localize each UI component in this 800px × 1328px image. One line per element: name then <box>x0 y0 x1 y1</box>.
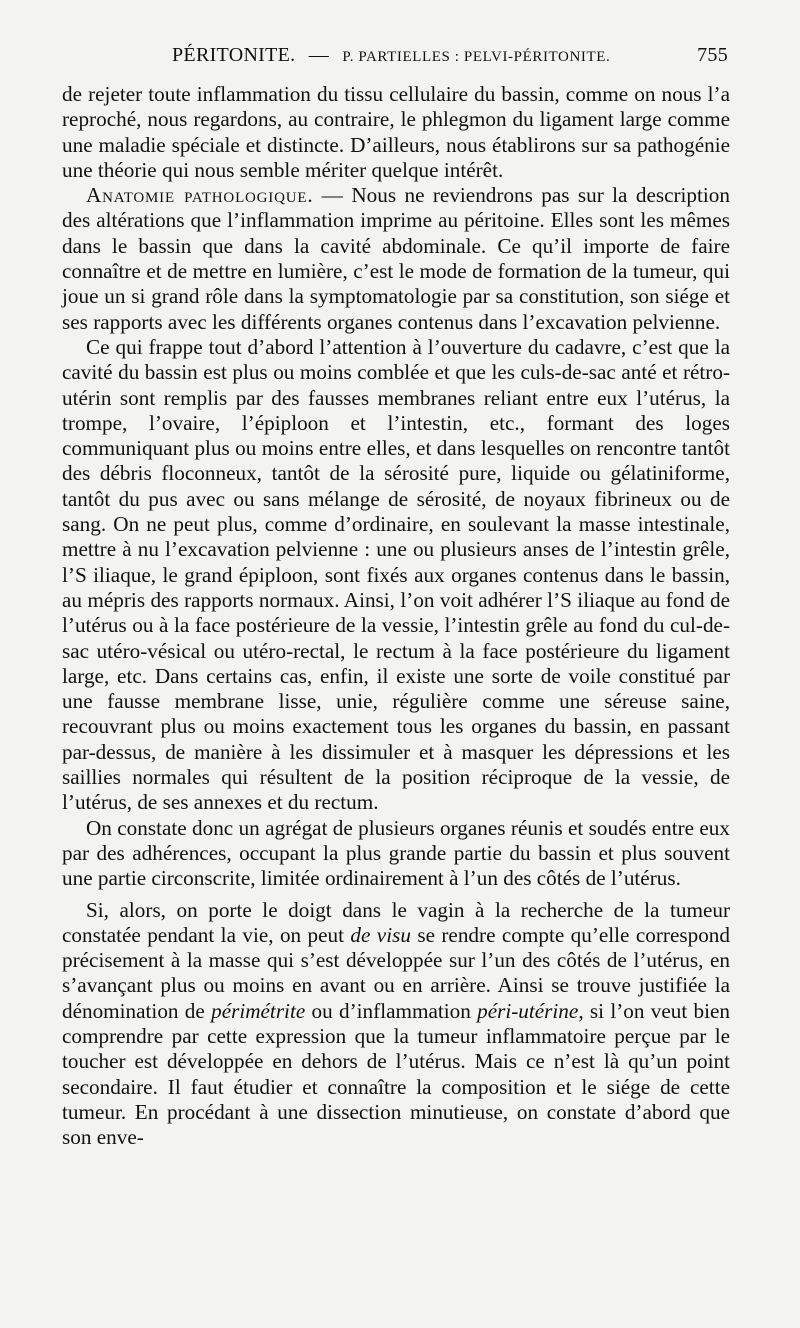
chapter-title: PÉRITONITE. <box>172 44 296 66</box>
paragraph-1: de rejeter toute inflammation du tissu cellulaire du bassin, comme on nous l’a reproché, nous regardons, au contraire, le phlegmon du ligament large comme une maladie spéciale et distincte. D’ailleurs, nous établirons sur sa pathogénie une théorie qui nous semble mériter quelque intérêt. <box>62 82 730 182</box>
paragraph-5-part-c: ou d’inflammation <box>305 998 478 1023</box>
italic-de-visu: de visu <box>350 922 411 947</box>
paragraph-4: On constate donc un agrégat de plusieurs organes réunis et soudés entre eux par des adhérences, occupant la plus grande partie du bassin et plus souvent une partie circonscrite, limitée ordinairement à l’un des côtés de l’utérus. <box>62 815 730 891</box>
paragraph-5 <box>62 898 730 1151</box>
header-dash: — <box>308 44 330 66</box>
section-subtitle: P. PARTIELLES : PELVI-PÉRITONITE. <box>342 49 611 65</box>
paragraph-3: Ce qui frappe tout d’abord l’attention à l’ouverture du cadavre, c’est que la cavité du bassin est plus ou moins comblée et que les culs-de-sac anté et rétro-utérin sont remplis par des fausses membranes reliant entre eux l’utérus, la trompe, l’ovaire, l’épiploon et l’intestin, etc., formant des loges communiquant plus ou moins entre elles, et dans lesquelles on rencontre tantôt des débris floconneux, tantôt de la sérosité pure, liquide ou gélatiniforme, tantôt du pus avec ou sans mélange de sérosité, de noyaux fibrineux ou de sang. On ne peut plus, comme d’ordinaire, en soulevant la masse intestinale, mettre à nu l’excavation pelvienne : une ou plusieurs anses de l’intestin grêle, l’S iliaque, le grand épiploon, sont fixés aux organes contenus dans le bassin, au mépris des rapports normaux. Ainsi, l’on voit adhérer l’S iliaque au fond de l’utérus ou à la face postérieure de la vessie, l’intestin grêle au fond du cul-de-sac utéro-vésical ou utéro-rectal, le rectum à la face postérieure du ligament large, etc. Dans certains cas, enfin, il existe une sorte de voile constitué par une fausse membrane lisse, unie, régulière comme une séreuse saine, recouvrant plus ou moins exactement tous les organes du bassin, en passant par-dessus, de manière à les dissimuler et à masquer les dépressions et les saillies normales qui résultent de la position réciproque de la vessie, de l’utérus, de ses annexes et du rectum. <box>62 334 730 815</box>
section-heading-anatomie: Anatomie pathologique. <box>86 183 314 208</box>
italic-perimetrite: périmétrite <box>211 998 306 1023</box>
paragraph-5-part-a: Si, alors, on porte le doigt dans le vagin à la recherche de la tumeur constatée pendant la vie, on peut <box>62 897 730 947</box>
book-page <box>62 0 732 1328</box>
paragraph-5-part-b: se rendre compte qu’elle correspond précisement à la masse qui s’est développée sur l’un des côtés de l’utérus, en s’avançant plus ou moins en avant ou en arrière. Ainsi se trouve justifiée la dénomination de <box>62 922 730 1023</box>
paragraph-5-part-d: , si l’on veut bien comprendre par cette expression que la tumeur inflammatoire perçue par le toucher est développée en dehors de l’utérus. Mais ce n’est là qu’un point secondaire. Il faut étudier et connaître la composition et le siége de cette tumeur. En procédant à une dissection minutieuse, on constate d’abord que son enve- <box>62 998 730 1150</box>
page-number: 755 <box>697 44 728 66</box>
paragraph-2-text: — Nous ne reviendrons pas sur la description des altérations que l’inflammation imprime au péritoine. Elles sont les mêmes dans le bassin que dans la cavité abdominale. Ce qu’il importe de faire connaître et de mettre en lumière, c’est le mode de formation de la tumeur, qui joue un si grand rôle dans la symptomatologie par sa constitution, son siége et ses rapports avec les différents organes contenus dans l’excavation pelvienne. <box>62 183 730 334</box>
italic-peri-uterine: péri-utérine <box>477 998 579 1023</box>
paragraph-2 <box>62 183 730 335</box>
running-title <box>172 44 610 67</box>
body-text <box>62 82 730 1150</box>
running-header <box>172 44 732 74</box>
